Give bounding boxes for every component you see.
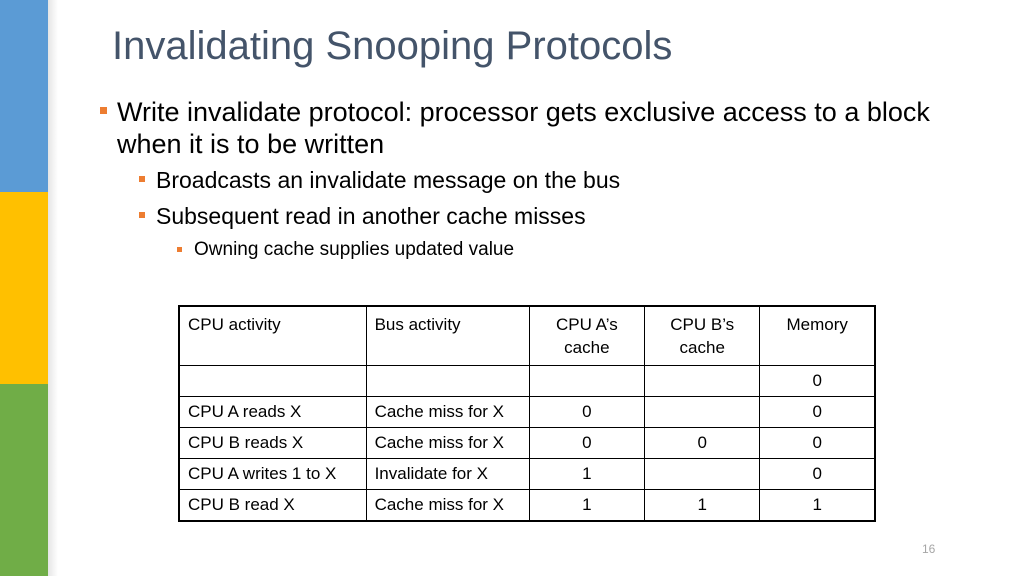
cell-bus-activity [366,366,529,397]
header-cpu-b-cache: CPU B’s cache [645,306,760,366]
bullet-level-2 [98,166,978,194]
cell-memory: 0 [760,459,875,490]
cell-bus-activity: Cache miss for X [366,428,529,459]
cell-cpu-a-cache: 0 [529,428,644,459]
bullet-text: Owning cache supplies updated value [194,239,515,260]
header-cpu-a-cache: CPU A’s cache [529,306,644,366]
cell-cpu-a-cache: 1 [529,459,644,490]
cell-cpu-activity [179,366,366,397]
cell-cpu-a-cache: 0 [529,397,644,428]
cell-bus-activity: Invalidate for X [366,459,529,490]
table-header-row [179,306,875,366]
bullet-square-icon [139,212,145,218]
bullet-level-1 [98,96,978,160]
slide-title: Invalidating Snooping Protocols [112,24,673,68]
protocol-table [178,305,876,522]
header-cpu-activity: CPU activity [179,306,366,366]
cell-memory: 0 [760,397,875,428]
table-row [179,428,875,459]
cell-cpu-b-cache: 0 [645,428,760,459]
side-bar-blue-segment [0,0,48,192]
bullet-text: Write invalidate protocol: processor gets exclusive access to a block when it is to be written [117,97,930,159]
cell-memory: 1 [760,490,875,522]
table-row [179,459,875,490]
bullet-level-2 [98,202,978,230]
cell-bus-activity: Cache miss for X [366,490,529,522]
side-bar-yellow-segment [0,192,48,384]
bullet-square-icon [177,247,182,252]
bullet-level-3 [98,238,978,262]
bullet-square-icon [139,176,145,182]
cell-cpu-b-cache [645,459,760,490]
cell-cpu-b-cache: 1 [645,490,760,522]
bullet-text: Broadcasts an invalidate message on the bus [156,167,621,193]
table-row [179,366,875,397]
cell-cpu-activity: CPU A reads X [179,397,366,428]
cell-memory: 0 [760,428,875,459]
cell-cpu-activity: CPU A writes 1 to X [179,459,366,490]
side-bar-green-segment [0,384,48,576]
cell-cpu-a-cache: 1 [529,490,644,522]
header-memory: Memory [760,306,875,366]
page-number: 16 [922,542,936,556]
side-color-bar [0,0,48,576]
cell-cpu-activity: CPU B read X [179,490,366,522]
header-bus-activity: Bus activity [366,306,529,366]
table-row [179,490,875,522]
bullet-list [98,96,978,262]
cell-cpu-activity: CPU B reads X [179,428,366,459]
cell-cpu-b-cache [645,397,760,428]
cell-cpu-b-cache [645,366,760,397]
cell-cpu-a-cache [529,366,644,397]
table-row [179,397,875,428]
bullet-text: Subsequent read in another cache misses [156,203,586,229]
side-bar-shadow [48,0,58,576]
cell-memory: 0 [760,366,875,397]
cell-bus-activity: Cache miss for X [366,397,529,428]
bullet-square-icon [100,107,107,114]
